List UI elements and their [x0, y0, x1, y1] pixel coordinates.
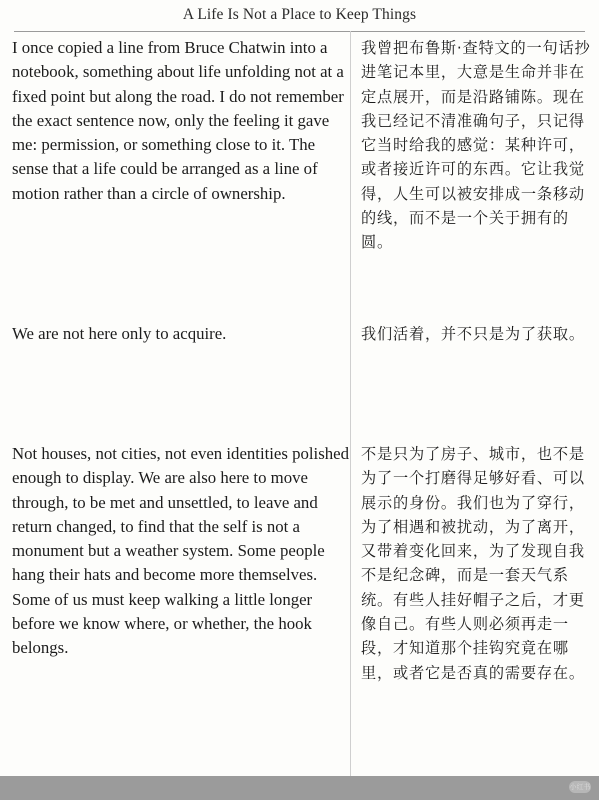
paragraph-3-chinese: 不是只为了房子、城市，也不是为了一个打磨得足够好看、可以展示的身份。我们也为了穿行，为了相遇和被扰动，为了离开，又带着变化回来，为了发现自我不是纪念碑，而是一套天气系统。有些人挂好帽子之后，才更像自己。有些人则必须再走一段，才知道那个挂钩究竟在哪里，或者它是否真的需要存在。: [361, 445, 585, 682]
page-title: A Life Is Not a Place to Keep Things: [182, 6, 417, 23]
paragraph-2-english: We are not here only to acquire.: [12, 324, 227, 343]
column-divider: [350, 31, 351, 776]
bottom-bar: [0, 776, 599, 800]
paragraph-2-chinese: 我们活着，并不只是为了获取。: [361, 325, 585, 343]
paragraph-1-english: I once copied a line from Bruce Chatwin into a notebook, something about life unfolding not at a fixed point but along the road. I do not remember the exact sentence now, only the feeling it gave me: permission, or something close to it. The sense that a life could be arranged as a line of motion rather than a circle of ownership.: [12, 38, 344, 203]
paragraph-3-english: Not houses, not cities, not even identities polished enough to display. We are also here to move through, to be met and unsettled, to leave and return changed, to find that the self is not a monument but a weather system. Some people hang their hats and become more themselves. Some of us must keep walking a little longer before we know where, or whether, the hook belongs.: [12, 444, 349, 658]
paragraph-1-chinese: 我曾把布鲁斯·查特文的一句话抄进笔记本里，大意是生命并非在定点展开，而是沿路铺陈。现在我已经记不清准确句子，只记得它当时给我的感觉：某种许可，或者接近许可的东西。它让我觉得，人生可以被安排成一条移动的线，而不是一个关于拥有的圆。: [361, 39, 591, 252]
title-rule: [14, 31, 585, 32]
watermark-logo: 小红书: [569, 783, 591, 791]
